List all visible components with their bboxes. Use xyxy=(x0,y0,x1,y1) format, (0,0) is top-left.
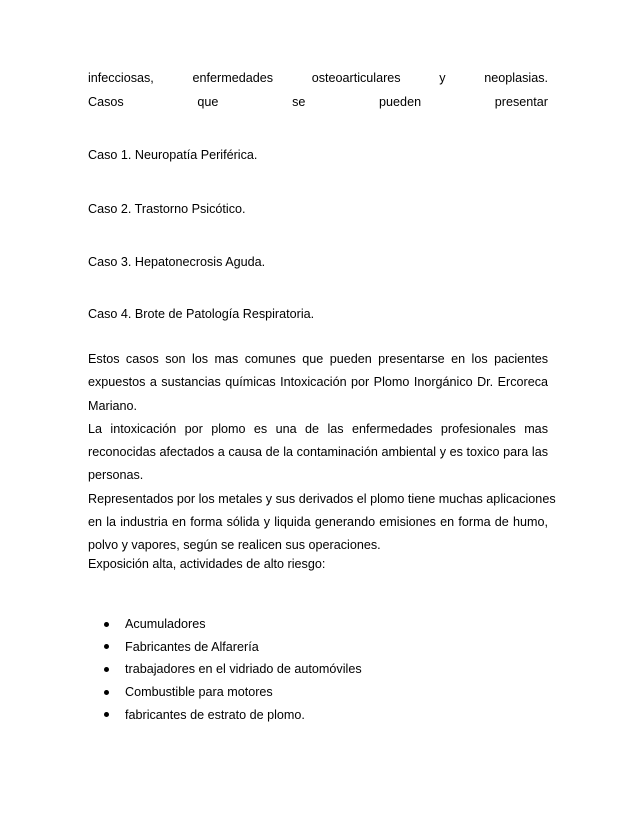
word: pueden xyxy=(379,95,422,109)
paragraph-line: personas. xyxy=(88,468,144,483)
word: se xyxy=(292,95,306,109)
list-item-label: fabricantes de estrato de plomo. xyxy=(125,707,305,722)
text-line-top2 xyxy=(88,94,548,110)
list-item-label: Combustible para motores xyxy=(125,685,273,700)
case-1: Caso 1. Neuropatía Periférica. xyxy=(88,148,258,162)
bullet-list xyxy=(88,616,548,729)
bullet-icon xyxy=(104,690,109,695)
document-page xyxy=(88,0,556,826)
list-item-label: trabajadores en el vidriado de automóviles xyxy=(125,662,362,677)
paragraph-line: Representados por los metales y sus derivados el plomo tiene muchas aplicaciones xyxy=(88,491,556,506)
paragraph-line: La intoxicación por plomo es una de las enfermedades profesionales mas xyxy=(88,421,548,436)
paragraph-line: reconocidas afectados a causa de la contaminación ambiental y es toxico para las xyxy=(88,445,548,460)
bullet-icon xyxy=(104,667,109,672)
paragraph-line: Estos casos son los mas comunes que pueden presentarse en los pacientes xyxy=(88,352,548,366)
case-2: Caso 2. Trastorno Psicótico. xyxy=(88,202,246,216)
paragraph-line: en la industria en forma sólida y liquida generando emisiones en forma de humo, xyxy=(88,515,548,530)
list-item xyxy=(88,616,548,639)
paragraph-line: polvo y vapores, según se realicen sus operaciones. xyxy=(88,538,381,553)
case-3: Caso 3. Hepatonecrosis Aguda. xyxy=(88,255,266,269)
exposure-heading: Exposición alta, actividades de alto riesgo: xyxy=(88,557,326,571)
word: infecciosas, xyxy=(88,71,154,85)
word: que xyxy=(197,95,219,109)
list-item xyxy=(88,661,548,684)
list-item xyxy=(88,707,548,730)
list-item xyxy=(88,639,548,662)
word: Casos xyxy=(88,95,124,109)
bullet-icon xyxy=(104,712,109,717)
body-paragraph xyxy=(88,348,556,558)
case-4: Caso 4. Brote de Patología Respiratoria. xyxy=(88,307,315,321)
text-line-top1 xyxy=(88,70,548,86)
bullet-icon xyxy=(104,644,109,649)
paragraph-line: Mariano. xyxy=(88,398,137,413)
list-item-label: Fabricantes de Alfarería xyxy=(125,639,259,654)
word: y xyxy=(439,71,446,85)
list-item-label: Acumuladores xyxy=(125,617,206,631)
word: enfermedades xyxy=(192,71,274,85)
word: osteoarticulares xyxy=(311,71,401,85)
bullet-icon xyxy=(104,622,109,627)
list-item xyxy=(88,684,548,707)
word: neoplasias. xyxy=(484,71,548,85)
paragraph-line: expuestos a sustancias químicas Intoxicación por Plomo Inorgánico Dr. Ercoreca xyxy=(88,375,548,390)
word: presentar xyxy=(494,95,548,109)
